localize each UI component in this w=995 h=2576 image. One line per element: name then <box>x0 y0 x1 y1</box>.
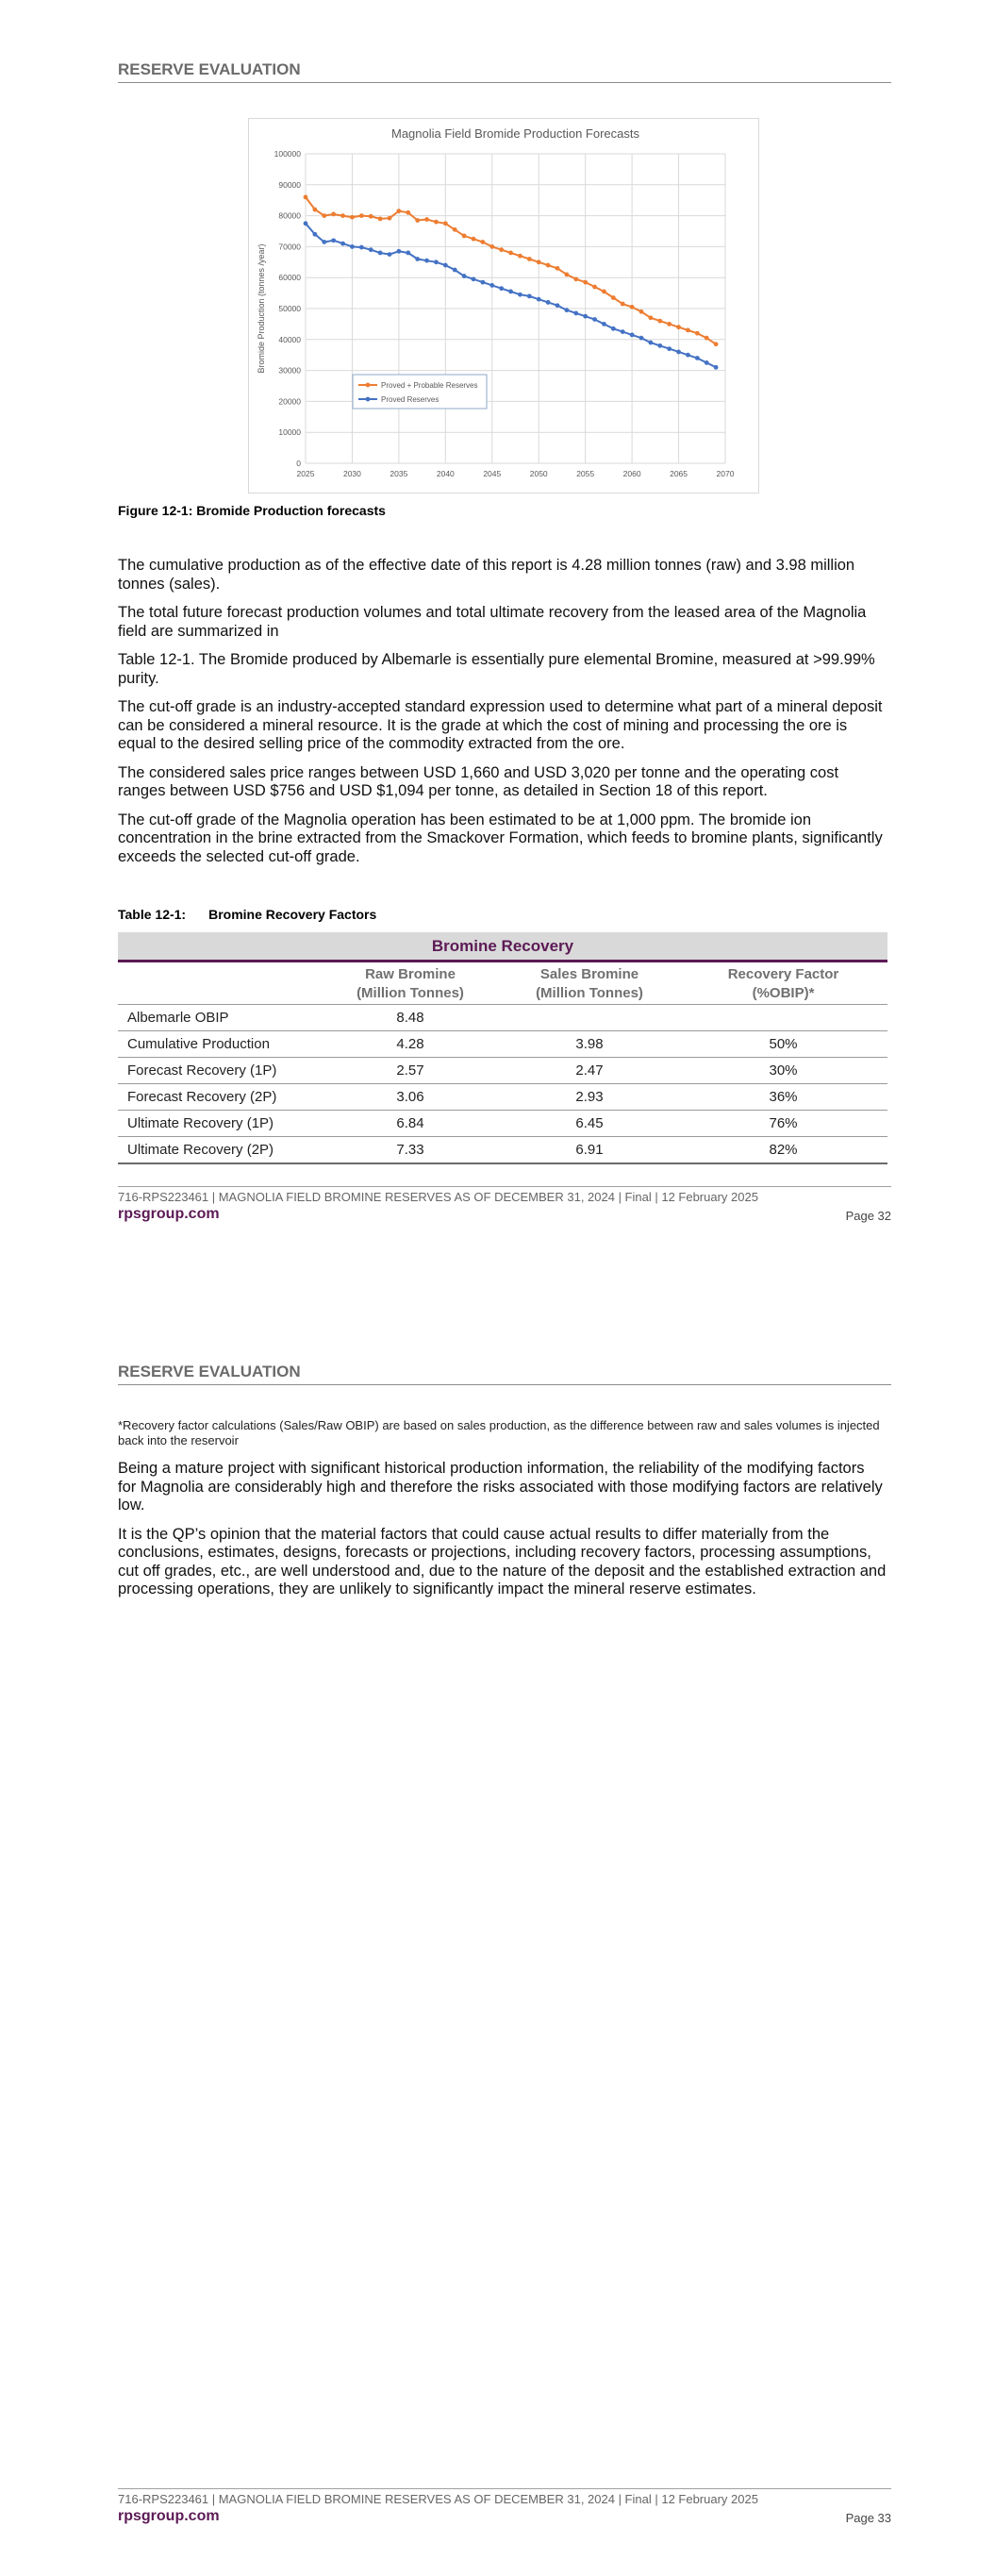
y-tick-label: 30000 <box>278 365 301 376</box>
footer-site-link[interactable]: rpsgroup.com <box>118 1206 220 1222</box>
data-point <box>489 283 494 288</box>
column-header-line: Recovery Factor <box>727 966 839 982</box>
y-tick-label: 60000 <box>278 273 301 283</box>
x-tick-label: 2045 <box>483 469 502 478</box>
data-point <box>518 293 522 297</box>
data-point <box>583 314 588 319</box>
data-point <box>630 305 635 309</box>
data-point <box>695 331 700 336</box>
row-label: Cumulative Production <box>118 1031 321 1058</box>
column-header-line: (Million Tonnes) <box>357 985 464 1001</box>
data-point <box>312 232 317 237</box>
chart-title: Magnolia Field Bromide Production Forecasts <box>390 126 640 141</box>
data-point <box>630 332 635 337</box>
footer-document-id: 716-RPS223461 | MAGNOLIA FIELD BROMINE RESERVES AS OF DECEMBER 31, 2024 | Final | 12 February 2025 <box>118 1190 758 1204</box>
body-text <box>118 1460 887 1610</box>
cell-sales: 6.91 <box>500 1137 679 1164</box>
cell-recovery-factor: 50% <box>679 1031 887 1058</box>
data-point <box>695 356 700 360</box>
cell-recovery-factor: 36% <box>679 1084 887 1111</box>
y-tick-label: 10000 <box>278 427 301 438</box>
y-tick-label: 0 <box>296 459 301 468</box>
x-tick-label: 2040 <box>436 469 455 478</box>
data-point <box>472 237 476 242</box>
paragraph: Table 12-1. The Bromide produced by Albemarle is essentially pure elemental Bromine, measured at >99.99% purity. <box>118 651 875 687</box>
column-header-line: Raw Bromine <box>365 966 456 982</box>
data-point <box>648 315 653 320</box>
data-point <box>537 297 541 302</box>
data-point <box>546 263 551 268</box>
data-point <box>388 216 392 221</box>
paragraph: It is the QP’s opinion that the material factors that could cause actual results to differ materially from the conclusions, estimates, designs, forecasts or projections, including recovery factors, processing assumptions, cut off grades, etc., are well understood and, due to the nature of the deposit and the established extraction and processing operations, they are unlikely to significantly impact the mineral reserve estimates. <box>118 1525 887 1597</box>
data-point <box>705 336 709 341</box>
table-row <box>118 1058 887 1084</box>
data-point <box>592 317 597 322</box>
page-header: RESERVE EVALUATION <box>118 1363 891 1385</box>
data-point <box>472 276 476 281</box>
page-footer <box>118 1186 891 1223</box>
data-point <box>499 286 504 291</box>
data-point <box>592 285 597 290</box>
data-point <box>434 220 439 225</box>
page-header: RESERVE EVALUATION <box>118 60 891 83</box>
data-point <box>443 263 448 268</box>
data-point <box>424 217 429 222</box>
data-point <box>686 328 690 333</box>
data-point <box>378 216 383 221</box>
data-point <box>611 295 616 300</box>
data-point <box>340 213 345 218</box>
data-point <box>527 257 532 261</box>
y-tick-label: 80000 <box>278 210 301 221</box>
data-point <box>564 273 569 277</box>
data-point <box>312 208 317 212</box>
column-header-recovery-factor <box>679 962 887 1005</box>
paragraph: The total future forecast production volumes and total ultimate recovery from the leased area of the Magnolia field are summarized in <box>118 604 867 640</box>
y-tick-label: 90000 <box>278 179 301 190</box>
data-point <box>424 259 429 263</box>
legend-marker <box>366 397 371 402</box>
data-point <box>714 342 719 346</box>
footer-page-number: Page 32 <box>845 1209 891 1223</box>
cell-sales: 2.47 <box>500 1058 679 1084</box>
table-caption-title: Bromine Recovery Factors <box>208 907 377 922</box>
row-label: Forecast Recovery (1P) <box>118 1058 321 1084</box>
chart-svg <box>249 119 758 493</box>
data-point <box>508 290 513 294</box>
data-point <box>499 247 504 252</box>
data-point <box>396 249 401 254</box>
data-point <box>676 350 681 355</box>
cell-raw: 4.28 <box>321 1031 500 1058</box>
row-label: Ultimate Recovery (2P) <box>118 1137 321 1164</box>
column-header-line: Sales Bromine <box>539 966 639 982</box>
data-point <box>359 213 364 218</box>
data-point <box>369 214 373 219</box>
column-header-line: (%OBIP)* <box>752 985 815 1001</box>
page-footer <box>118 2488 891 2525</box>
recovery-factor-note: *Recovery factor calculations (Sales/Raw OBIP) are based on sales production, as the difference between raw and sales volumes is injected back into the reservoir <box>118 1418 880 1447</box>
data-point <box>415 218 420 223</box>
data-point <box>602 290 606 294</box>
row-label: Ultimate Recovery (1P) <box>118 1111 321 1137</box>
cell-recovery-factor <box>679 1005 887 1031</box>
data-point <box>686 353 690 358</box>
data-point <box>676 325 681 329</box>
x-tick-label: 2070 <box>716 469 735 478</box>
column-header-line: (Million Tonnes) <box>536 985 643 1001</box>
data-point <box>564 308 569 312</box>
cell-raw: 8.48 <box>321 1005 500 1031</box>
table-row <box>118 1137 887 1164</box>
data-point <box>434 259 439 264</box>
table-caption <box>118 907 376 922</box>
data-point <box>462 234 467 239</box>
data-point <box>322 213 326 218</box>
cell-raw: 2.57 <box>321 1058 500 1084</box>
paragraph: Being a mature project with significant historical production information, the reliability of the modifying factors for Magnolia are considerably high and therefore the risks associated with those modifying factors are relatively low. <box>118 1460 883 1514</box>
legend-label: Proved + Probable Reserves <box>381 381 478 390</box>
data-point <box>621 302 625 307</box>
column-header-empty <box>118 962 321 1005</box>
footer-page-number: Page 33 <box>845 2511 891 2525</box>
cell-sales: 3.98 <box>500 1031 679 1058</box>
data-point <box>489 244 494 249</box>
row-label: Forecast Recovery (2P) <box>118 1084 321 1111</box>
data-point <box>388 252 392 257</box>
data-point <box>657 319 662 324</box>
cell-recovery-factor: 30% <box>679 1058 887 1084</box>
bromine-recovery-table <box>118 932 887 1164</box>
data-point <box>546 300 551 305</box>
data-point <box>556 303 560 308</box>
page-33 <box>0 1302 995 2576</box>
cell-recovery-factor: 76% <box>679 1111 887 1137</box>
body-text <box>118 557 887 877</box>
table-row <box>118 1084 887 1111</box>
data-point <box>639 336 644 341</box>
cell-recovery-factor: 82% <box>679 1137 887 1164</box>
data-point <box>705 360 709 365</box>
data-point <box>322 240 326 244</box>
y-tick-label: 50000 <box>278 304 301 313</box>
y-tick-label: 70000 <box>278 242 301 252</box>
data-point <box>378 251 383 256</box>
data-point <box>462 274 467 278</box>
paragraph: The considered sales price ranges between USD 1,660 and USD 3,020 per tonne and the operating cost ranges between USD $756 and USD $1,094 per tonne, as detailed in Section 18 of this report. <box>118 763 839 799</box>
legend-label: Proved Reserves <box>381 395 439 404</box>
data-point <box>573 276 578 281</box>
data-point <box>527 293 532 298</box>
column-header-raw <box>321 962 500 1005</box>
data-point <box>573 311 578 316</box>
paragraph: The cut-off grade is an industry-accepted standard expression used to determine what part of a mineral deposit can be considered a mineral resource. It is the grade at which the cost of mining and processing the ore is equal to the desired selling price of the commodity extracted from the ore. <box>118 698 883 752</box>
paragraph: The cumulative production as of the effective date of this report is 4.28 million tonnes (raw) and 3.98 million tonnes (sales). <box>118 557 855 593</box>
data-point <box>443 221 448 226</box>
data-point <box>331 238 336 243</box>
data-point <box>537 259 541 264</box>
data-point <box>714 365 719 370</box>
table-row <box>118 1031 887 1058</box>
data-point <box>340 242 345 246</box>
data-point <box>453 268 457 273</box>
data-point <box>406 251 410 256</box>
x-tick-label: 2050 <box>529 469 548 478</box>
data-point <box>369 247 373 252</box>
data-point <box>304 195 308 200</box>
data-point <box>359 245 364 250</box>
cell-sales <box>500 1005 679 1031</box>
data-point <box>508 251 513 256</box>
column-header-sales <box>500 962 679 1005</box>
x-tick-label: 2035 <box>390 469 408 478</box>
x-tick-label: 2060 <box>622 469 641 478</box>
data-point <box>602 322 606 326</box>
data-point <box>350 215 355 220</box>
figure-caption: Figure 12-1: Bromide Production forecasts <box>118 503 386 518</box>
data-point <box>480 240 485 244</box>
y-axis-label: Bromide Production (tonnes /year) <box>257 243 266 374</box>
data-point <box>480 280 485 285</box>
table-caption-number: Table 12-1: <box>118 907 187 922</box>
cell-raw: 7.33 <box>321 1137 500 1164</box>
x-tick-label: 2055 <box>576 469 595 478</box>
data-point <box>350 244 355 249</box>
data-point <box>556 266 560 271</box>
footer-document-id: 716-RPS223461 | MAGNOLIA FIELD BROMINE RESERVES AS OF DECEMBER 31, 2024 | Final | 12 February 2025 <box>118 2492 758 2506</box>
paragraph: The cut-off grade of the Magnolia operation has been estimated to be at 1,000 ppm. The bromide ion concentration in the brine extracted from the Smackover Formation, which feeds to bromine plants, significantly exceeds the selected cut-off grade. <box>118 811 883 865</box>
data-point <box>406 210 410 215</box>
table-row <box>118 1111 887 1137</box>
y-tick-label: 20000 <box>278 396 301 407</box>
y-tick-label: 40000 <box>278 334 301 344</box>
bromide-production-chart <box>248 118 759 493</box>
data-point <box>621 329 625 334</box>
data-point <box>396 209 401 213</box>
x-tick-label: 2030 <box>342 469 361 478</box>
cell-raw: 6.84 <box>321 1111 500 1137</box>
data-point <box>667 346 672 351</box>
data-point <box>639 309 644 314</box>
legend-marker <box>366 383 371 388</box>
series-line-2 <box>306 224 716 367</box>
data-point <box>331 212 336 217</box>
cell-raw: 3.06 <box>321 1084 500 1111</box>
data-point <box>583 280 588 285</box>
data-point <box>415 257 420 261</box>
data-point <box>304 221 308 226</box>
data-point <box>453 227 457 232</box>
x-tick-label: 2065 <box>670 469 688 478</box>
table-title: Bromine Recovery <box>118 932 887 962</box>
data-point <box>657 343 662 348</box>
data-point <box>611 326 616 331</box>
row-label: Albemarle OBIP <box>118 1005 321 1031</box>
cell-sales: 2.93 <box>500 1084 679 1111</box>
y-tick-label: 100000 <box>274 149 301 159</box>
data-point <box>667 322 672 326</box>
footer-site-link[interactable]: rpsgroup.com <box>118 2508 220 2524</box>
cell-sales: 6.45 <box>500 1111 679 1137</box>
series-line-1 <box>306 197 716 344</box>
data-point <box>518 254 522 259</box>
x-tick-label: 2025 <box>296 469 315 478</box>
data-point <box>648 341 653 345</box>
table-row <box>118 1005 887 1031</box>
